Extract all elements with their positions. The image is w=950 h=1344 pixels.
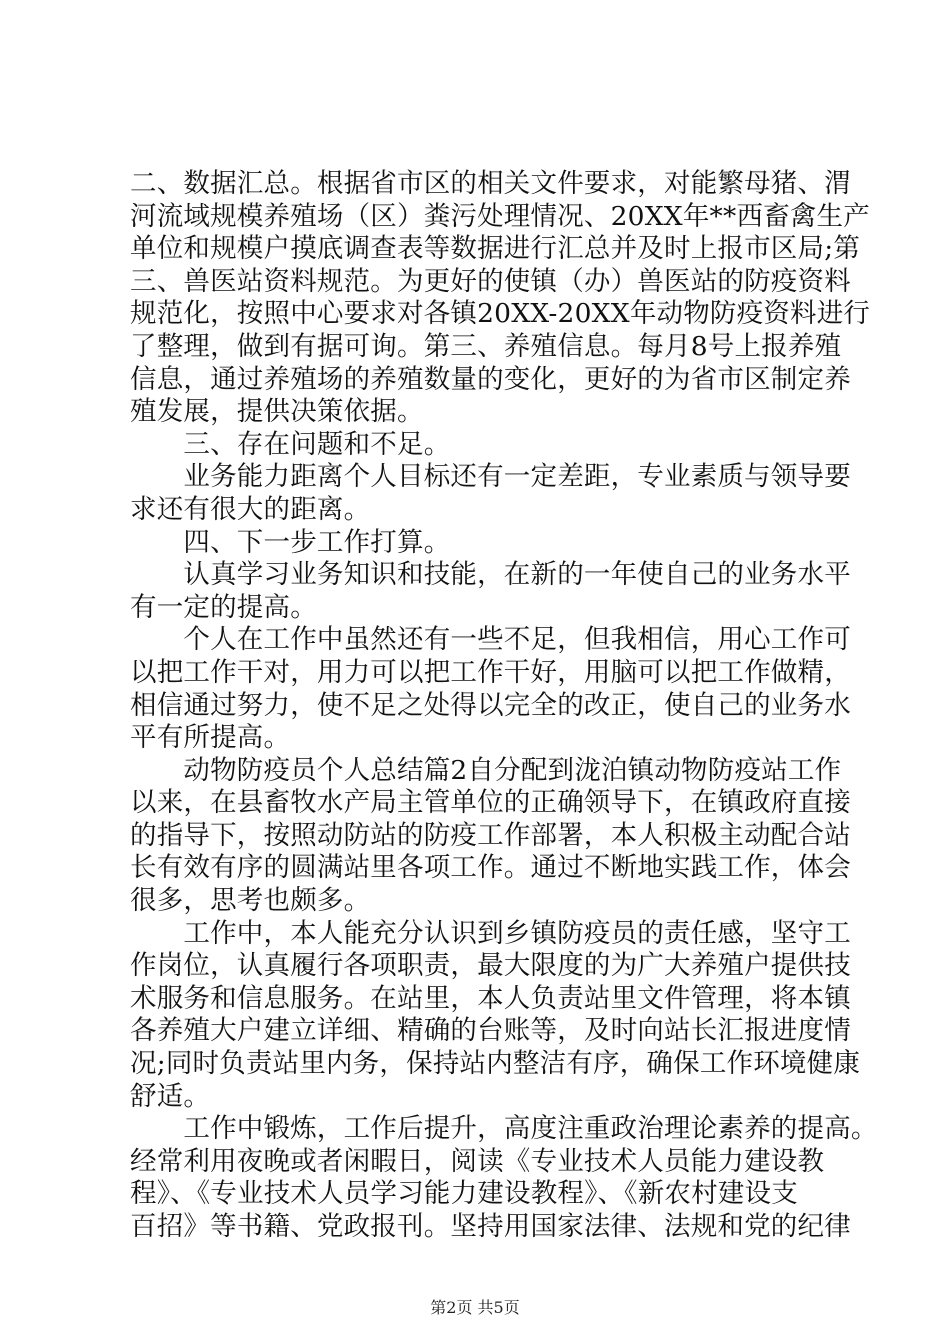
text-line: 程》、《专业技术人员学习能力建设教程》、《新农村建设支 [130, 1178, 798, 1210]
text-line: 信息，通过养殖场的养殖数量的变化，更好的为省市区制定养 [130, 363, 851, 395]
text-line: 殖发展，提供决策依据。 [130, 396, 424, 428]
text-line: 况;同时负责站里内务，保持站内整洁有序，确保工作环境健康 [130, 1048, 861, 1080]
text-line: 作岗位，认真履行各项职责，最大限度的为广大养殖户提供技 [130, 950, 851, 982]
text-line: 河流域规模养殖场（区）粪污处理情况、20XX年**西畜禽生产 [130, 200, 870, 232]
page-number-footer: 第2页 共5页 [430, 1298, 520, 1317]
text-line: 的指导下，按照动防站的防疫工作部署，本人积极主动配合站 [130, 819, 851, 851]
text-line: 动物防疫员个人总结篇2自分配到泷泊镇动物防疫站工作 [130, 754, 842, 786]
text-line: 求还有很大的距离。 [130, 493, 371, 525]
text-line: 以来，在县畜牧水产局主管单位的正确领导下，在镇政府直接 [130, 787, 851, 819]
text-line: 三、兽医站资料规范。为更好的使镇（办）兽医站的防疫资料 [130, 265, 851, 297]
text-line: 以把工作干对，用力可以把工作干好，用脑可以把工作做精， [130, 656, 851, 688]
text-line: 单位和规模户摸底调查表等数据进行汇总并及时上报市区局;第 [130, 233, 861, 265]
text-line: 舒适。 [130, 1080, 211, 1112]
text-line: 百招》等书籍、党政报刊。坚持用国家法律、法规和党的纪律 [130, 1211, 851, 1242]
text-line: 规范化，按照中心要求对各镇20XX-20XX年动物防疫资料进行 [130, 298, 871, 330]
text-line: 二、数据汇总。根据省市区的相关文件要求，对能繁母猪、渭 [130, 168, 851, 199]
text-line: 术服务和信息服务。在站里，本人负责站里文件管理，将本镇 [130, 982, 851, 1014]
text-line: 工作中，本人能充分认识到乡镇防疫员的责任感，坚守工 [130, 917, 851, 949]
text-line: 相信通过努力，使不足之处得以完全的改正，使自己的业务水 [130, 689, 851, 721]
text-line: 各养殖大户建立详细、精确的台账等，及时向站长汇报进度情 [130, 1015, 851, 1047]
document-body [130, 168, 878, 1244]
section-heading: 四、下一步工作打算。 [130, 526, 451, 558]
text-line: 经常利用夜晚或者闲暇日，阅读《专业技术人员能力建设教 [130, 1145, 825, 1177]
text-line: 个人在工作中虽然还有一些不足，但我相信，用心工作可 [130, 624, 851, 656]
text-line: 了整理，做到有据可询。第三、养殖信息。每月8号上报养殖 [130, 330, 842, 362]
text-line: 长有效有序的圆满站里各项工作。通过不断地实践工作，体会 [130, 852, 851, 884]
text-line: 平有所提高。 [130, 722, 291, 754]
text-line: 业务能力距离个人目标还有一定差距，专业素质与领导要 [130, 461, 851, 493]
text-line: 有一定的提高。 [130, 591, 317, 623]
section-heading: 三、存在问题和不足。 [130, 428, 451, 460]
text-line: 工作中锻炼，工作后提升，高度注重政治理论素养的提高。 [130, 1113, 878, 1145]
text-line: 认真学习业务知识和技能，在新的一年使自己的业务水平 [130, 559, 851, 591]
text-line: 很多，思考也颇多。 [130, 885, 371, 917]
